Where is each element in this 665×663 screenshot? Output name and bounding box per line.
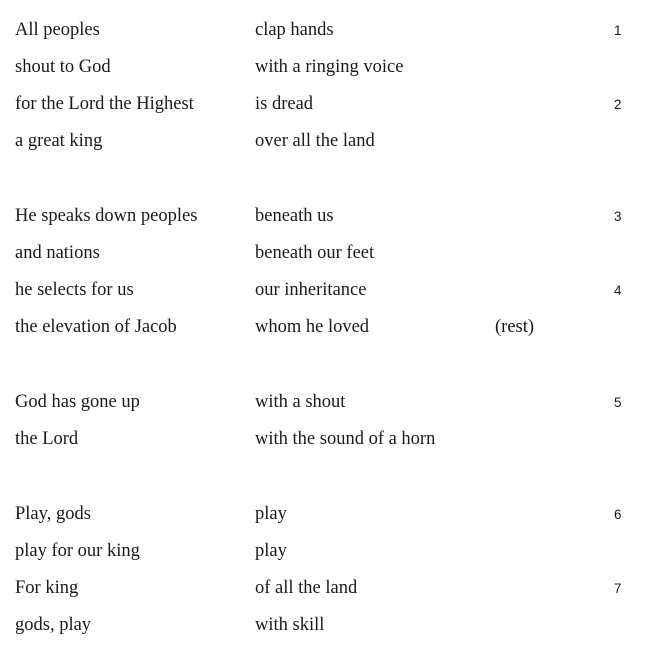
poem-text (15, 14, 635, 646)
line-first-half: for the Lord the Highest (15, 94, 194, 114)
line-first-half: the elevation of Jacob (15, 317, 177, 337)
line-first-half: a great king (15, 131, 103, 151)
poem-line (15, 51, 635, 88)
line-second-half: our inheritance (255, 280, 367, 300)
line-first-half: God has gone up (15, 392, 140, 412)
line-first-half: he selects for us (15, 280, 134, 300)
line-second-half: play (255, 541, 287, 561)
line-first-half: the Lord (15, 429, 79, 449)
poem-line (15, 609, 635, 646)
line-second-half: is dread (255, 94, 314, 114)
verse-number: 5 (614, 395, 622, 410)
line-first-half: He speaks down peoples (15, 206, 198, 226)
line-second-half: beneath us (255, 206, 334, 226)
line-second-half: whom he loved (255, 317, 370, 337)
line-second-half: over all the land (255, 131, 375, 151)
line-annotation: (rest) (495, 317, 535, 337)
verse-number: 2 (614, 97, 622, 112)
line-second-half: of all the land (255, 578, 358, 598)
stanza (15, 14, 635, 162)
poem-line (15, 498, 635, 535)
line-second-half: with the sound of a horn (255, 429, 436, 449)
poem-line (15, 311, 635, 348)
stanza (15, 200, 635, 348)
poem-line (15, 423, 635, 460)
line-first-half: and nations (15, 243, 100, 263)
verse-number: 3 (614, 209, 622, 224)
line-first-half: shout to God (15, 57, 111, 77)
line-second-half: play (255, 504, 287, 524)
poem-line (15, 274, 635, 311)
line-second-half: beneath our feet (255, 243, 375, 263)
stanza (15, 498, 635, 646)
line-first-half: Play, gods (15, 504, 91, 524)
poem-line (15, 535, 635, 572)
verse-number: 6 (614, 507, 622, 522)
poem-line (15, 125, 635, 162)
stanza (15, 386, 635, 460)
verse-number: 1 (614, 23, 622, 38)
poem-line (15, 386, 635, 423)
verse-number: 7 (614, 581, 622, 596)
poem-line (15, 14, 635, 51)
line-second-half: with skill (255, 615, 325, 635)
poem-line (15, 88, 635, 125)
poem-line (15, 237, 635, 274)
line-second-half: with a shout (255, 392, 346, 412)
line-first-half: play for our king (15, 541, 140, 561)
poem-line (15, 572, 635, 609)
verse-number: 4 (614, 283, 622, 298)
line-second-half: clap hands (255, 20, 334, 40)
poem-line (15, 200, 635, 237)
line-second-half: with a ringing voice (255, 57, 404, 77)
line-first-half: For king (15, 578, 79, 598)
line-first-half: All peoples (15, 20, 100, 40)
line-first-half: gods, play (15, 615, 92, 635)
